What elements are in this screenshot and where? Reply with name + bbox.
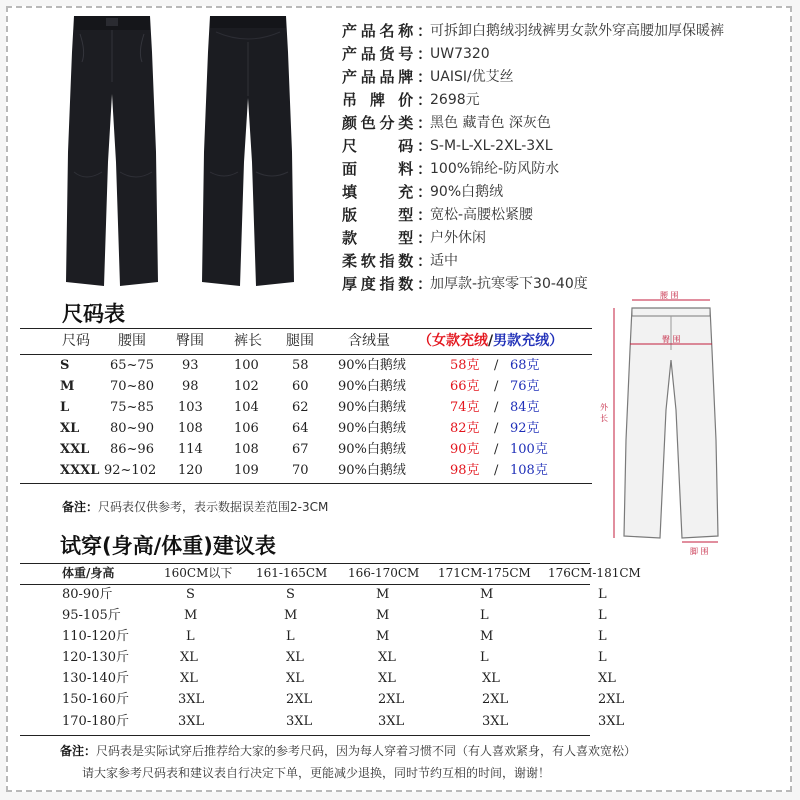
measurement-diagram [598,290,738,560]
front-pants-photo [62,12,162,295]
header-thigh: 腿围 [286,333,314,349]
diagram-hip-label: 臀 围 [662,335,681,344]
try-table-note-line2: 请大家参考尺码表和建议表自行决定下单，更能减少退换，同时节约互相的时间，谢谢！ [82,766,551,780]
diagram-waist-label: 腰 围 [660,291,679,300]
size-table-note: 备注：尺码表仅供参考，表示数据误差范围2-3CM [62,500,329,514]
header-male-fill: 男款充绒 [493,333,550,349]
header-hip: 臀围 [176,333,204,349]
header-down: 含绒量 [348,333,390,349]
size-table-top-rule [20,328,592,329]
try-table-note-line1: 备注：尺码表是实际试穿后推荐给大家的参考尺码，因为每人穿着习惯不同（有人喜欢紧身，有人喜欢宽松） [60,744,637,758]
header-size: 尺码 [62,333,90,349]
pants-outline-diagram [598,290,738,560]
try-table-title: 试穿(身高/体重)建议表 [60,534,276,558]
back-pants-photo [200,12,296,295]
diagram-length-label: 外长 [600,403,608,423]
header-fill: （女款充绒/男款充绒） [418,333,564,349]
header-waist: 腰围 [118,333,146,349]
header-female-fill: 女款充绒 [432,333,488,349]
diagram-hem-label: 脚 围 [690,547,709,556]
size-table-bottom-rule [20,483,592,484]
size-table-title: 尺码表 [62,302,125,326]
try-table-bottom-rule [20,735,590,736]
header-length: 裤长 [234,333,262,349]
header-weight-height: 体重/身高 [62,566,115,580]
